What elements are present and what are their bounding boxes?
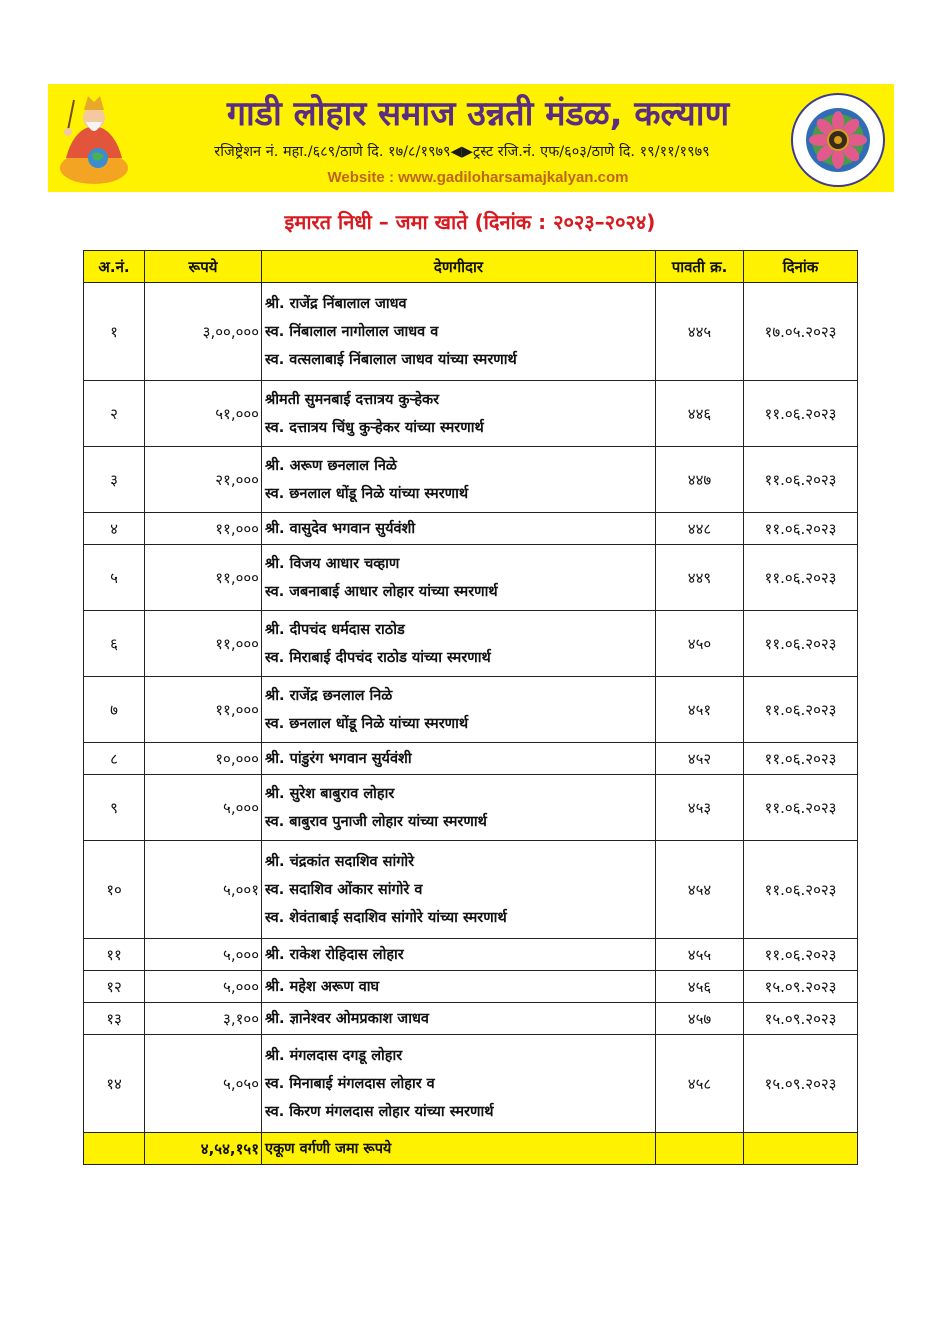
- column-header-receipt-no: पावती क्र.: [656, 251, 744, 283]
- donor-name-line: श्री. वासुदेव भगवान सुर्यवंशी: [265, 520, 416, 537]
- donor-name-line: स्व. किरण मंगलदास लोहार यांच्या स्मरणार्थ: [265, 1103, 494, 1120]
- table-header-row: [84, 251, 858, 283]
- amount-cell: ५,०००: [145, 971, 262, 1003]
- total-amount: ४,५४,१५१: [145, 1133, 262, 1165]
- serial-no-cell: १: [84, 283, 145, 381]
- serial-no-cell: ९: [84, 775, 145, 841]
- donor-name-line: श्री. विजय आधार चव्हाण: [265, 555, 400, 572]
- table-row: [84, 743, 858, 775]
- donor-name-line: स्व. मिराबाई दीपचंद राठोड यांच्या स्मरणार्थ: [265, 649, 491, 666]
- donor-name-line: श्री. सुरेश बाबुराव लोहार: [265, 785, 395, 802]
- column-header-donor: देणगीदार: [262, 251, 656, 283]
- donor-name-line: स्व. जबनाबाई आधार लोहार यांच्या स्मरणार्थ: [265, 583, 498, 600]
- table-row: [84, 381, 858, 447]
- amount-cell: ५,०५०: [145, 1035, 262, 1133]
- total-date-cell: [744, 1133, 858, 1165]
- donor-name-line: श्री. राकेश रोहिदास लोहार: [265, 946, 404, 963]
- donation-ledger-table: [83, 250, 858, 1165]
- receipt-no-cell: ४४९: [656, 545, 744, 611]
- serial-no-cell: १०: [84, 841, 145, 939]
- date-cell: १५.०९.२०२३: [744, 1035, 858, 1133]
- table-row: [84, 447, 858, 513]
- date-cell: ११.०६.२०२३: [744, 939, 858, 971]
- donor-cell: [262, 677, 656, 743]
- donor-name-line: श्री. ज्ञानेश्वर ओमप्रकाश जाधव: [265, 1010, 429, 1027]
- receipt-no-cell: ४५५: [656, 939, 744, 971]
- donor-cell: [262, 283, 656, 381]
- total-label: एकूण वर्गणी जमा रूपये: [262, 1133, 656, 1165]
- date-cell: ११.०६.२०२३: [744, 513, 858, 545]
- receipt-no-cell: ४५१: [656, 677, 744, 743]
- donor-cell: [262, 971, 656, 1003]
- column-header-serial-no: अ.नं.: [84, 251, 145, 283]
- donor-name-line: स्व. बाबुराव पुनाजी लोहार यांच्या स्मरणार्थ: [265, 813, 487, 830]
- donor-cell: [262, 513, 656, 545]
- amount-cell: ११,०००: [145, 513, 262, 545]
- amount-cell: ५,०००: [145, 939, 262, 971]
- donor-cell: [262, 611, 656, 677]
- donor-name-line: स्व. निंबालाल नागोलाल जाधव व: [265, 323, 439, 340]
- donor-cell: [262, 841, 656, 939]
- column-header-date: दिनांक: [744, 251, 858, 283]
- donor-name-line: श्री. राजेंद्र छनलाल निळे: [265, 687, 393, 704]
- donor-name-line: श्री. अरूण छनलाल निळे: [265, 457, 397, 474]
- date-cell: १७.०५.२०२३: [744, 283, 858, 381]
- donor-name-line: श्री. राजेंद्र निंबालाल जाधव: [265, 295, 407, 312]
- serial-no-cell: ५: [84, 545, 145, 611]
- donor-name-line: श्री. पांडुरंग भगवान सुर्यवंशी: [265, 750, 412, 767]
- donor-cell: [262, 775, 656, 841]
- date-cell: १५.०९.२०२३: [744, 971, 858, 1003]
- date-cell: ११.०६.२०२३: [744, 381, 858, 447]
- table-row: [84, 1035, 858, 1133]
- amount-cell: ५,००१: [145, 841, 262, 939]
- receipt-no-cell: ४४६: [656, 381, 744, 447]
- table-row: [84, 775, 858, 841]
- donor-name-line: श्री. मंगलदास दगडू लोहार: [265, 1047, 403, 1064]
- donor-cell: [262, 743, 656, 775]
- website-link[interactable]: Website : www.gadiloharsamajkalyan.com: [327, 169, 629, 186]
- date-cell: ११.०६.२०२३: [744, 447, 858, 513]
- table-row: [84, 971, 858, 1003]
- serial-no-cell: ६: [84, 611, 145, 677]
- donor-name-line: स्व. छनलाल धोंडू निळे यांच्या स्मरणार्थ: [265, 485, 469, 502]
- amount-cell: ५१,०००: [145, 381, 262, 447]
- donor-name-line: स्व. दत्तात्रय चिंधु कुऱ्हेकर यांच्या स्मरणार्थ: [265, 419, 484, 436]
- amount-cell: ३,१००: [145, 1003, 262, 1035]
- donor-cell: [262, 545, 656, 611]
- column-header-amount: रूपये: [145, 251, 262, 283]
- total-row: [84, 1133, 858, 1165]
- serial-no-cell: ३: [84, 447, 145, 513]
- table-row: [84, 545, 858, 611]
- serial-no-cell: २: [84, 381, 145, 447]
- donor-name-line: श्री. चंद्रकांत सदाशिव सांगोरे: [265, 853, 415, 870]
- table-row: [84, 841, 858, 939]
- donor-name-line: स्व. सदाशिव ओंकार सांगोरे व: [265, 881, 423, 898]
- date-cell: ११.०६.२०२३: [744, 743, 858, 775]
- table-row: [84, 611, 858, 677]
- donor-name-line: श्री. दीपचंद धर्मदास राठोड: [265, 621, 405, 638]
- serial-no-cell: १२: [84, 971, 145, 1003]
- table-row: [84, 283, 858, 381]
- date-cell: ११.०६.२०२३: [744, 611, 858, 677]
- receipt-no-cell: ४५८: [656, 1035, 744, 1133]
- table-row: [84, 939, 858, 971]
- receipt-no-cell: ४५४: [656, 841, 744, 939]
- amount-cell: १०,०००: [145, 743, 262, 775]
- serial-no-cell: ८: [84, 743, 145, 775]
- receipt-no-cell: ४५७: [656, 1003, 744, 1035]
- amount-cell: ११,०००: [145, 545, 262, 611]
- date-cell: ११.०६.२०२३: [744, 677, 858, 743]
- header-banner: [48, 84, 894, 192]
- amount-cell: ११,०००: [145, 677, 262, 743]
- serial-no-cell: ४: [84, 513, 145, 545]
- amount-cell: ३,००,०००: [145, 283, 262, 381]
- document-title: इमारत निधी – जमा खाते (दिनांक : २०२३–२०२४): [284, 210, 656, 234]
- receipt-no-cell: ४५०: [656, 611, 744, 677]
- receipt-no-cell: ४५२: [656, 743, 744, 775]
- date-cell: ११.०६.२०२३: [744, 841, 858, 939]
- organization-name: गाडी लोहार समाज उन्नती मंडळ, कल्याण: [226, 94, 730, 134]
- table-row: [84, 1003, 858, 1035]
- serial-no-cell: १४: [84, 1035, 145, 1133]
- donor-name-line: स्व. वत्सलाबाई निंबालाल जाधव यांच्या स्मरणार्थ: [265, 351, 517, 368]
- organization-seal-icon: [790, 92, 886, 188]
- donor-name-line: स्व. मिनाबाई मंगलदास लोहार व: [265, 1075, 435, 1092]
- donor-cell: [262, 939, 656, 971]
- receipt-no-cell: ४५३: [656, 775, 744, 841]
- receipt-no-cell: ४५६: [656, 971, 744, 1003]
- donor-name-line: श्रीमती सुमनबाई दत्तात्रय कुऱ्हेकर: [265, 391, 440, 408]
- deity-illustration-icon: [54, 88, 132, 188]
- donor-cell: [262, 1003, 656, 1035]
- donor-name-line: स्व. शेवंताबाई सदाशिव सांगोरे यांच्या स्मरणार्थ: [265, 909, 507, 926]
- amount-cell: २१,०००: [145, 447, 262, 513]
- donor-name-line: स्व. छनलाल धोंडू निळे यांच्या स्मरणार्थ: [265, 715, 469, 732]
- donor-name-line: श्री. महेश अरूण वाघ: [265, 978, 380, 995]
- table-row: [84, 513, 858, 545]
- serial-no-cell: ११: [84, 939, 145, 971]
- receipt-no-cell: ४४८: [656, 513, 744, 545]
- table-body: [84, 283, 858, 1133]
- receipt-no-cell: ४४७: [656, 447, 744, 513]
- total-receipt-cell: [656, 1133, 744, 1165]
- date-cell: १५.०९.२०२३: [744, 1003, 858, 1035]
- donor-cell: [262, 447, 656, 513]
- amount-cell: ५,०००: [145, 775, 262, 841]
- donor-cell: [262, 1035, 656, 1133]
- serial-no-cell: ७: [84, 677, 145, 743]
- table-row: [84, 677, 858, 743]
- total-serial-cell: [84, 1133, 145, 1165]
- serial-no-cell: १३: [84, 1003, 145, 1035]
- donor-cell: [262, 381, 656, 447]
- receipt-no-cell: ४४५: [656, 283, 744, 381]
- date-cell: ११.०६.२०२३: [744, 775, 858, 841]
- registration-details: रजिष्ट्रेशन नं. महा./६८९/ठाणे दि. १७/८/१९७९◀▶ट्रस्ट रजि.नं. एफ/६०३/ठाणे दि. १९/११/१९७९: [214, 144, 710, 160]
- date-cell: ११.०६.२०२३: [744, 545, 858, 611]
- amount-cell: ११,०००: [145, 611, 262, 677]
